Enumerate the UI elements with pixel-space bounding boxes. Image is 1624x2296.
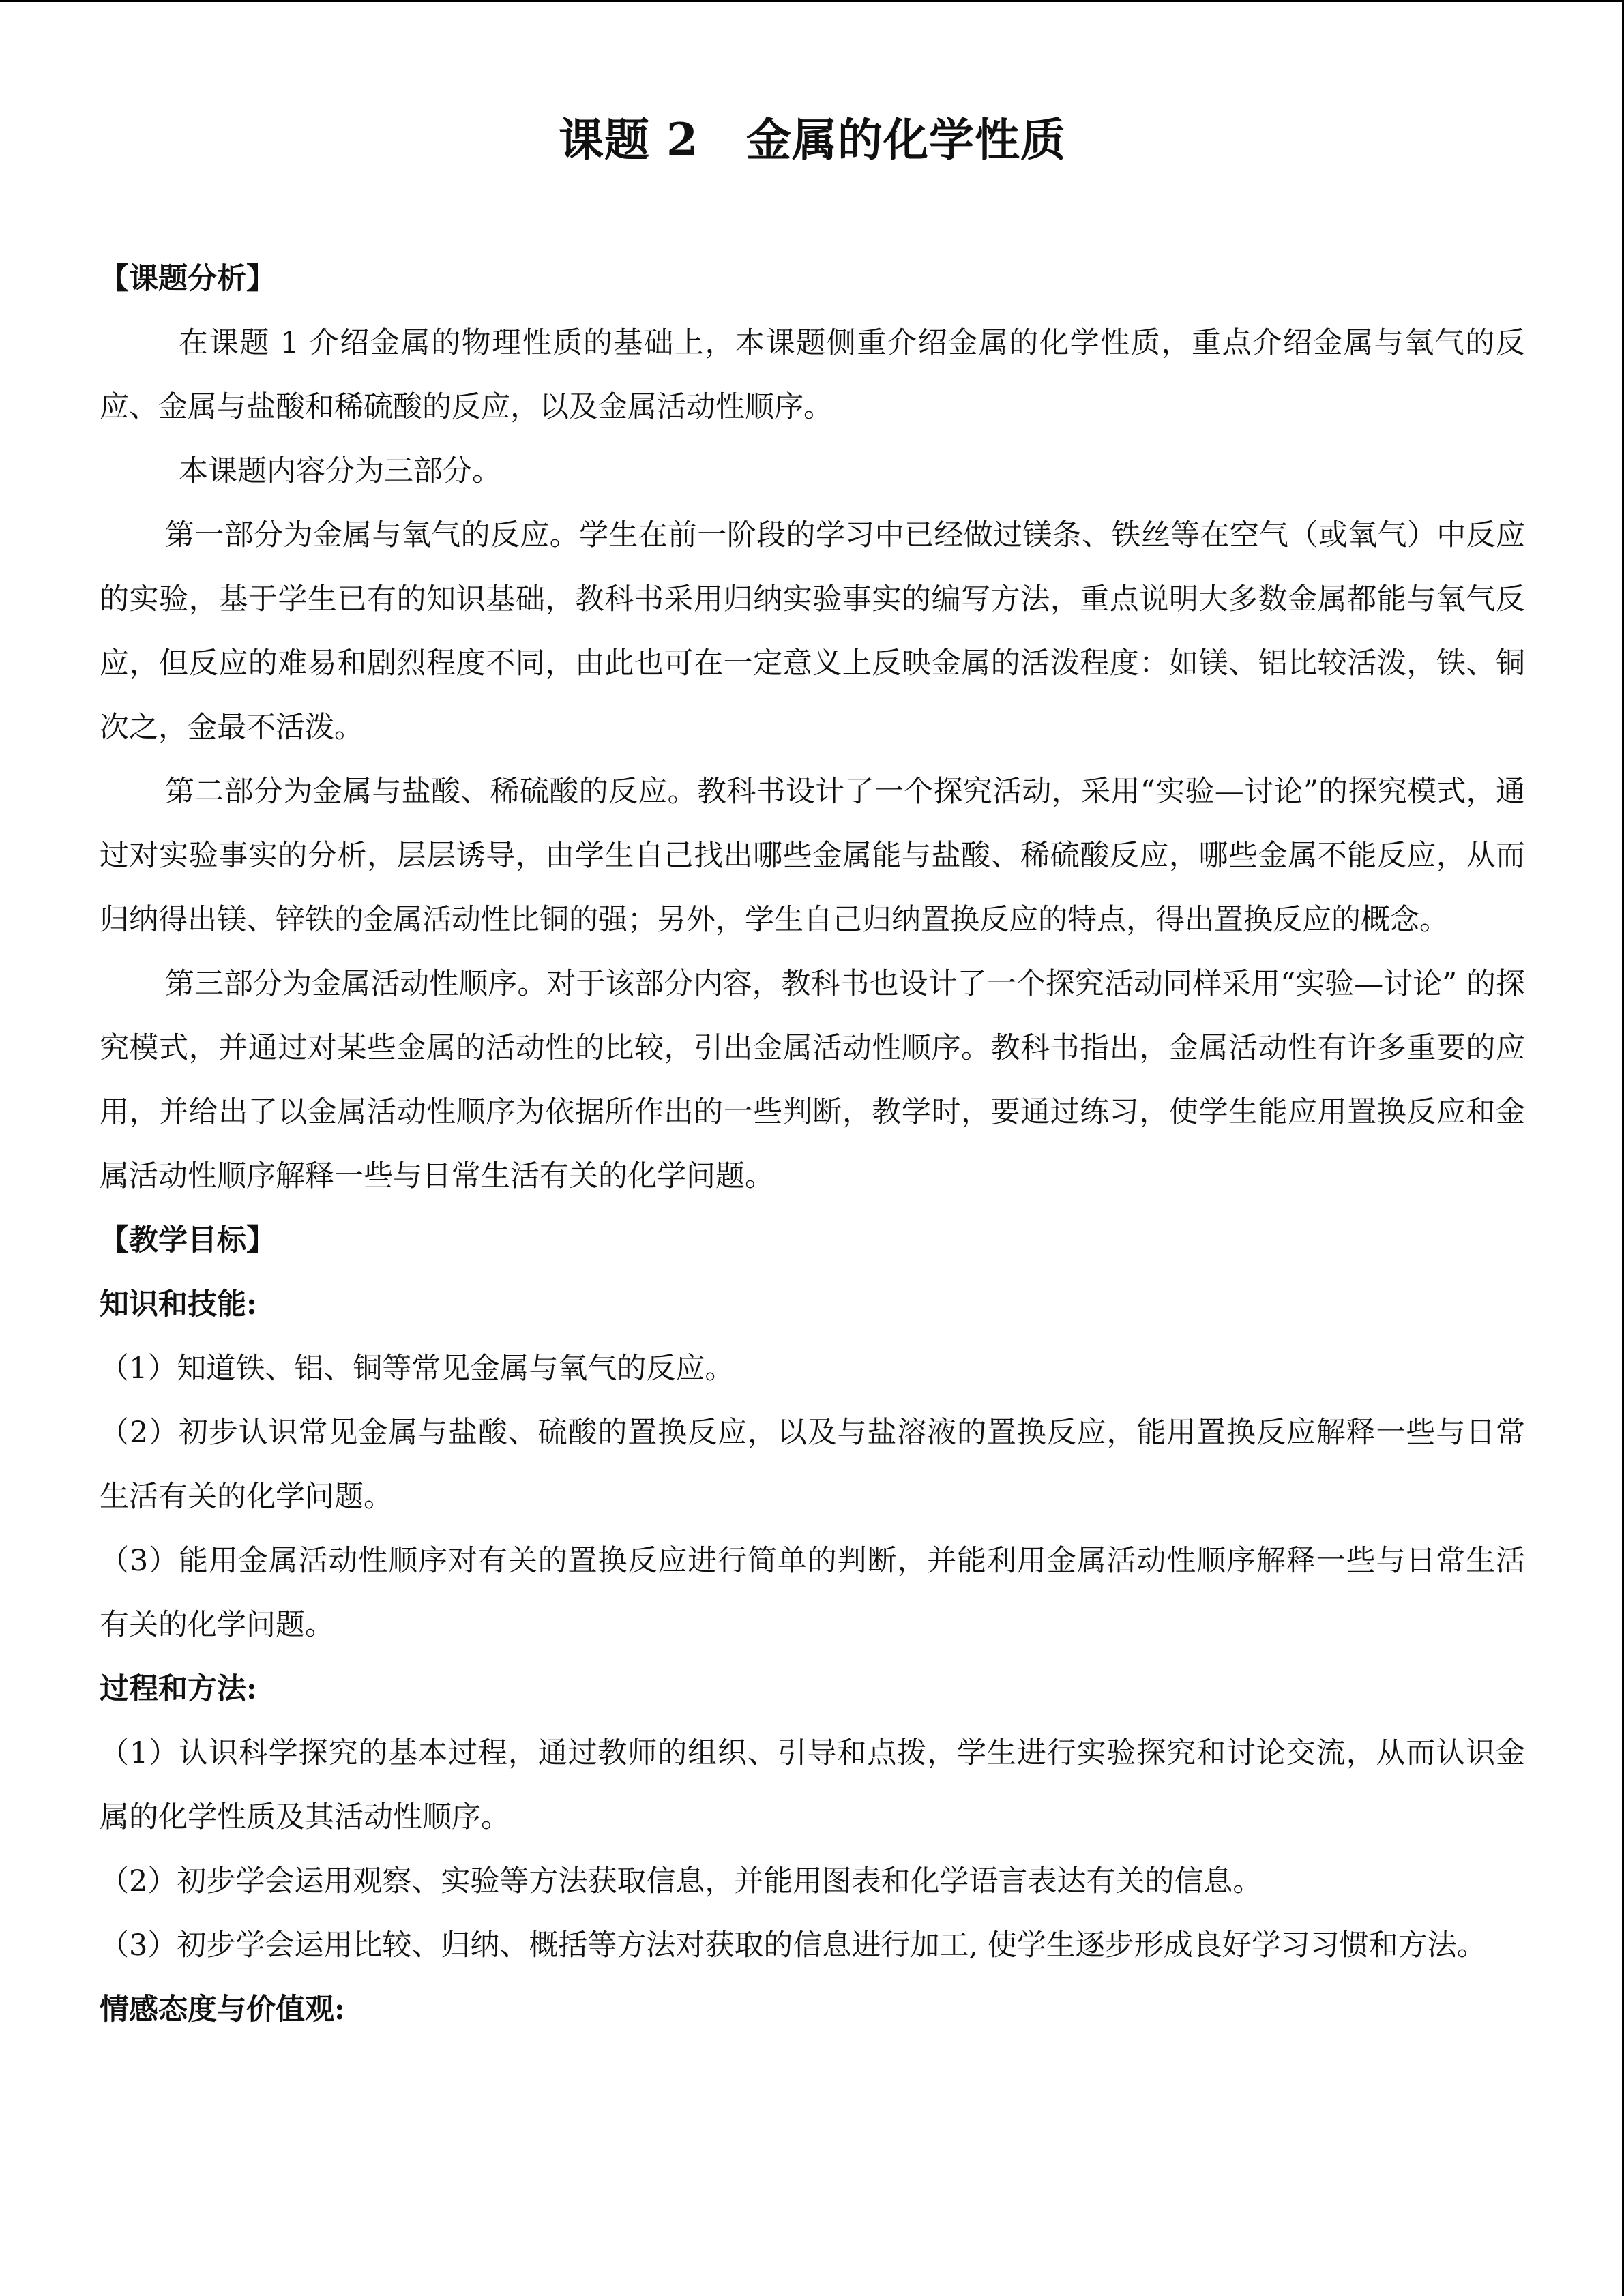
process-item-3: （3）初步学会运用比较、归纳、概括等方法对获取的信息进行加工, 使学生逐步形成良好学习习惯和方法。	[100, 1928, 1486, 1963]
title-number: 课题 2	[559, 113, 698, 166]
title-text: 金属的化学性质	[745, 113, 1066, 166]
knowledge-item-1: （1）知道铁、铝、铜等常见金属与氧气的反应。	[100, 1352, 735, 1386]
emotion-label: 情感态度与价值观:	[100, 1993, 345, 2027]
process-label: 过程和方法:	[100, 1672, 257, 1706]
analysis-heading: 【课题分析】	[100, 262, 276, 296]
knowledge-item-2: （2）初步认识常见金属与盐酸、硫酸的置换反应，以及与盐溶液的置换反应，能用置换反应解释一些与日常生活有关的化学问题。	[100, 1416, 1525, 1514]
analysis-paragraph-5: 第三部分为金属活动性顺序。对于该部分内容，教科书也设计了一个探究活动同样采用“实验—讨论” 的探究模式，并通过对某些金属的活动性的比较，引出金属活动性顺序。教科书指出，金属活动性有许多重要的应用，并给出了以金属活动性顺序为依据所作出的一些判断，教学时，要通过练习，使学生能应用置换反应和金属活动性顺序解释一些与日常生活有关的化学问题。	[100, 967, 1525, 1193]
document-body	[100, 109, 1525, 2042]
analysis-paragraph-3: 第一部分为金属与氧气的反应。学生在前一阶段的学习中已经做过镁条、铁丝等在空气（或氧气）中反应的实验，基于学生已有的知识基础，教科书采用归纳实验事实的编写方法，重点说明大多数金属都能与氧气反应，但反应的难易和剧烈程度不同，由此也可在一定意义上反映金属的活泼程度：如镁、铝比较活泼，铁、铜次之，金最不活泼。	[100, 518, 1525, 745]
analysis-paragraph-2: 本课题内容分为三部分。	[179, 454, 501, 488]
process-item-2: （2）初步学会运用观察、实验等方法获取信息，并能用图表和化学语言表达有关的信息。	[100, 1864, 1263, 1898]
objectives-heading: 【教学目标】	[100, 1223, 276, 1257]
page-border-top	[0, 0, 1624, 2]
analysis-paragraph-1: 在课题 1 介绍金属的物理性质的基础上，本课题侧重介绍金属的化学性质，重点介绍金属与氧气的反应、金属与盐酸和稀硫酸的反应，以及金属活动性顺序。	[100, 326, 1525, 424]
knowledge-label: 知识和技能:	[100, 1287, 257, 1322]
analysis-paragraph-4: 第二部分为金属与盐酸、稀硫酸的反应。教科书设计了一个探究活动，采用“实验—讨论”的探究模式，通过对实验事实的分析，层层诱导，由学生自己找出哪些金属能与盐酸、稀硫酸反应，哪些金属不能反应，从而归纳得出镁、锌铁的金属活动性比铜的强；另外，学生自己归纳置换反应的特点，得出置换反应的概念。	[100, 775, 1525, 937]
page-title	[100, 109, 1525, 170]
knowledge-item-3: （3）能用金属活动性顺序对有关的置换反应进行简单的判断，并能利用金属活动性顺序解释一些与日常生活有关的化学问题。	[100, 1544, 1525, 1642]
process-item-1: （1）认识科学探究的基本过程，通过教师的组织、引导和点拨，学生进行实验探究和讨论交流，从而认识金属的化学性质及其活动性顺序。	[100, 1736, 1525, 1834]
